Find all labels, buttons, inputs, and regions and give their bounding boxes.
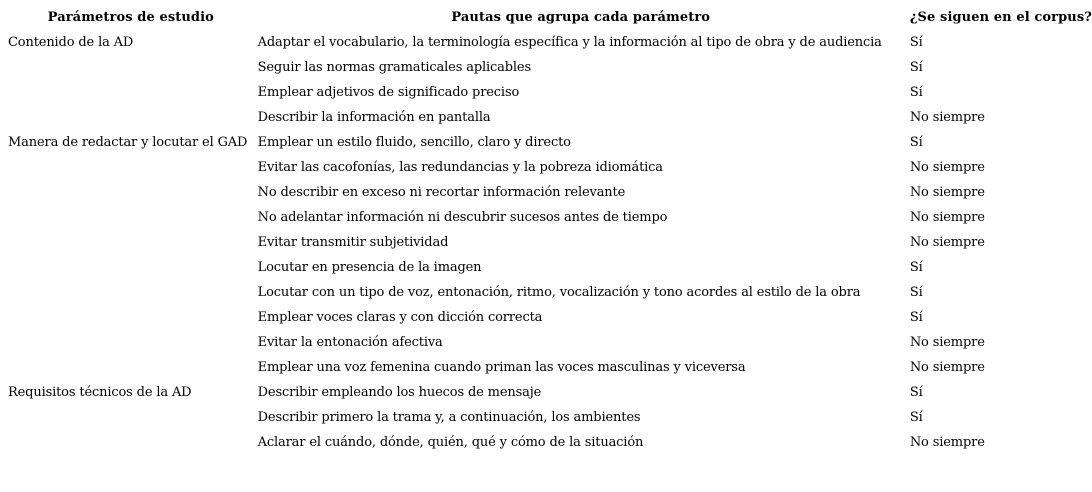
followed-cell: Sí bbox=[909, 35, 923, 50]
parameter-cell bbox=[4, 105, 254, 130]
guideline-cell: Evitar la entonación afectiva bbox=[257, 335, 443, 350]
followed-cell: No siempre bbox=[909, 160, 985, 175]
parameter-cell bbox=[4, 330, 254, 355]
parameter-cell bbox=[4, 405, 254, 430]
guideline-cell: Seguir las normas gramaticales aplicables bbox=[257, 60, 531, 75]
followed-cell: Sí bbox=[909, 385, 923, 400]
table-row bbox=[4, 205, 1092, 230]
guideline-cell: Emplear voces claras y con dicción correcta bbox=[257, 310, 543, 325]
parameter-cell bbox=[4, 55, 254, 80]
header-row bbox=[4, 5, 1092, 30]
header-guideline: Pautas que agrupa cada parámetro bbox=[451, 10, 711, 25]
guideline-cell: Emplear un estilo fluido, sencillo, claro y directo bbox=[257, 135, 571, 150]
followed-cell: No siempre bbox=[909, 110, 985, 125]
followed-cell: Sí bbox=[909, 60, 923, 75]
followed-cell: No siempre bbox=[909, 360, 985, 375]
table-row bbox=[4, 55, 1092, 80]
table-row bbox=[4, 80, 1092, 105]
guideline-cell: Aclarar el cuándo, dónde, quién, qué y cómo de la situación bbox=[257, 435, 644, 450]
guideline-cell: No adelantar información ni descubrir sucesos antes de tiempo bbox=[257, 210, 668, 225]
guideline-cell: Adaptar el vocabulario, la terminología específica y la información al tipo de obra y de audiencia bbox=[257, 35, 882, 50]
followed-cell: No siempre bbox=[909, 235, 985, 250]
header-parameter: Parámetros de estudio bbox=[47, 10, 214, 25]
guideline-cell: Describir la información en pantalla bbox=[257, 110, 491, 125]
table-header bbox=[4, 5, 1092, 30]
guideline-cell: Evitar transmitir subjetividad bbox=[257, 235, 449, 250]
followed-cell: Sí bbox=[909, 310, 923, 325]
table-row bbox=[4, 305, 1092, 330]
followed-cell: No siempre bbox=[909, 210, 985, 225]
parameter-cell bbox=[4, 280, 254, 305]
followed-cell: Sí bbox=[909, 85, 923, 100]
table-row bbox=[4, 255, 1092, 280]
followed-cell: Sí bbox=[909, 285, 923, 300]
followed-cell: Sí bbox=[909, 410, 923, 425]
parameter-cell bbox=[4, 305, 254, 330]
guideline-cell: Locutar en presencia de la imagen bbox=[257, 260, 482, 275]
parameter-cell bbox=[4, 180, 254, 205]
followed-cell: No siempre bbox=[909, 185, 985, 200]
table-row bbox=[4, 430, 1092, 455]
table-row bbox=[4, 180, 1092, 205]
followed-cell: Sí bbox=[909, 260, 923, 275]
table-row bbox=[4, 330, 1092, 355]
parameter-cell: Requisitos técnicos de la AD bbox=[8, 385, 192, 400]
table-row bbox=[4, 105, 1092, 130]
guideline-cell: Evitar las cacofonías, las redundancias y la pobreza idiomática bbox=[257, 160, 663, 175]
header-followed: ¿Se siguen en el corpus? bbox=[909, 10, 1092, 25]
table-row bbox=[4, 130, 1092, 155]
table-row bbox=[4, 380, 1092, 405]
parameter-cell: Contenido de la AD bbox=[8, 35, 134, 50]
parameter-cell: Manera de redactar y locutar el GAD bbox=[8, 135, 248, 150]
followed-cell: No siempre bbox=[909, 435, 985, 450]
parameter-cell bbox=[4, 430, 254, 455]
followed-cell: Sí bbox=[909, 135, 923, 150]
guideline-cell: Emplear una voz femenina cuando priman las voces masculinas y viceversa bbox=[257, 360, 746, 375]
parameter-cell bbox=[4, 355, 254, 380]
guideline-cell: Describir primero la trama y, a continuación, los ambientes bbox=[257, 410, 641, 425]
guideline-cell: No describir en exceso ni recortar información relevante bbox=[257, 185, 626, 200]
table-row bbox=[4, 30, 1092, 55]
parameter-cell bbox=[4, 155, 254, 180]
guidelines-table bbox=[4, 5, 1092, 455]
table-row bbox=[4, 405, 1092, 430]
parameter-cell bbox=[4, 255, 254, 280]
followed-cell: No siempre bbox=[909, 335, 985, 350]
parameter-cell bbox=[4, 80, 254, 105]
table-row bbox=[4, 280, 1092, 305]
guideline-cell: Describir empleando los huecos de mensaje bbox=[257, 385, 542, 400]
guideline-cell: Emplear adjetivos de significado preciso bbox=[257, 85, 520, 100]
table-row bbox=[4, 155, 1092, 180]
table-body bbox=[4, 30, 1092, 455]
parameter-cell bbox=[4, 230, 254, 255]
guideline-cell: Locutar con un tipo de voz, entonación, ritmo, vocalización y tono acordes al estilo de la obra bbox=[257, 285, 861, 300]
table-row bbox=[4, 355, 1092, 380]
table-row bbox=[4, 230, 1092, 255]
parameter-cell bbox=[4, 205, 254, 230]
